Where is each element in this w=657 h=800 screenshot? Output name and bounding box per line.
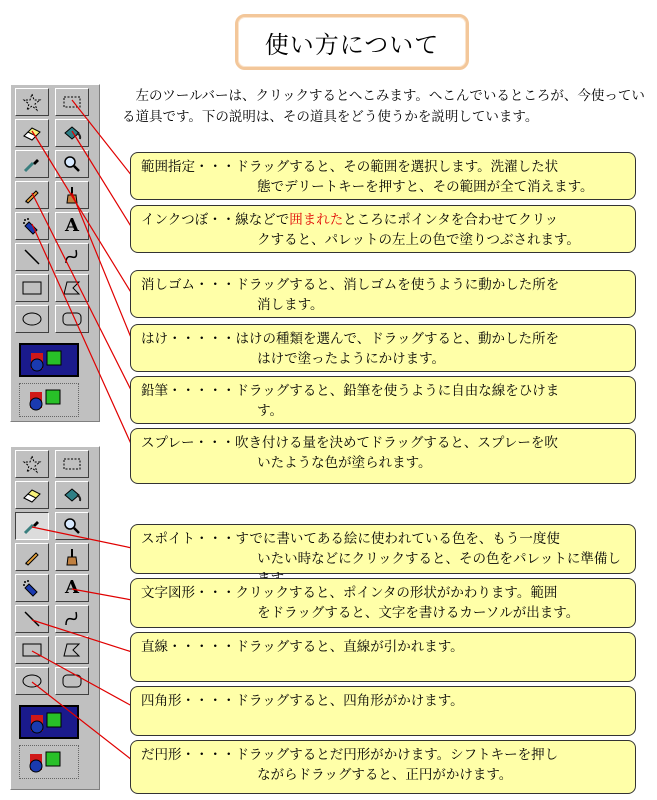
- leader-line-ellipse: [32, 682, 132, 760]
- leader-line-pencil: [32, 193, 132, 392]
- desc-fill: インクつぼ・・線などで囲まれたところにポインタを合わせてクリッ クすると、パレットの左上の色で塗りつぶされます。: [130, 205, 636, 253]
- leader-line-text: [72, 589, 132, 600]
- desc-line: 直線・・・・・ドラッグすると、直線が引かれます。: [130, 632, 636, 682]
- desc-text: 文字図形・・・クリックすると、ポインタの形状がかわります。範囲 をドラッグすると、文字を書けるカーソルが出ます。: [130, 578, 636, 628]
- leader-line-fill: [72, 131, 132, 228]
- desc-ellipse: だ円形・・・・ドラッグするとだ円形がかけます。シフトキーを押し ながらドラッグすると、正円がかけます。: [130, 740, 636, 794]
- leader-line-picker: [32, 527, 132, 548]
- leader-line-spray: [32, 224, 132, 446]
- desc-brush: はけ・・・・・はけの種類を選んで、ドラッグすると、動かした所を はけで塗ったようにかけます。: [130, 324, 636, 372]
- desc-picker: スポイト・・・すでに書いてある絵に使われている色を、もう一度使 いたい時などにクリックすると、その色をパレットに準備し: [130, 524, 636, 574]
- desc-spray: スプレー・・・吹き付ける量を決めてドラッグすると、スプレーを吹 いたような色が塗られます。: [130, 428, 636, 484]
- text-A-icon[interactable]: A: [55, 574, 89, 602]
- page-title: 使い方について: [235, 14, 469, 70]
- text-A-icon[interactable]: A: [55, 212, 89, 240]
- leader-line-select: [72, 100, 132, 176]
- leader-line-rect: [32, 651, 132, 706]
- desc-eraser: 消しゴム・・・ドラッグすると、消しゴムを使うように動かした所を 消します。: [130, 270, 636, 318]
- leader-line-eraser: [32, 131, 132, 294]
- leader-line-brush: [72, 193, 132, 340]
- intro-text: 左のツールバーは、クリックするとへこみます。へこんでいるところが、今使っている道具です。下の説明は、その道具をどう使うかを説明しています。: [122, 88, 645, 125]
- desc-select: 範囲指定・・・ドラッグすると、その範囲を選択します。洗濯した状 態でデリートキーを押すと、その範囲が全て消えます。: [130, 152, 636, 200]
- desc-pencil: 鉛筆・・・・・ドラッグすると、鉛筆を使うように自由な線をひけま す。: [130, 376, 636, 424]
- desc-rect: 四角形・・・・ドラッグすると、四角形がかけます。: [130, 686, 636, 736]
- leader-line-line: [32, 620, 132, 652]
